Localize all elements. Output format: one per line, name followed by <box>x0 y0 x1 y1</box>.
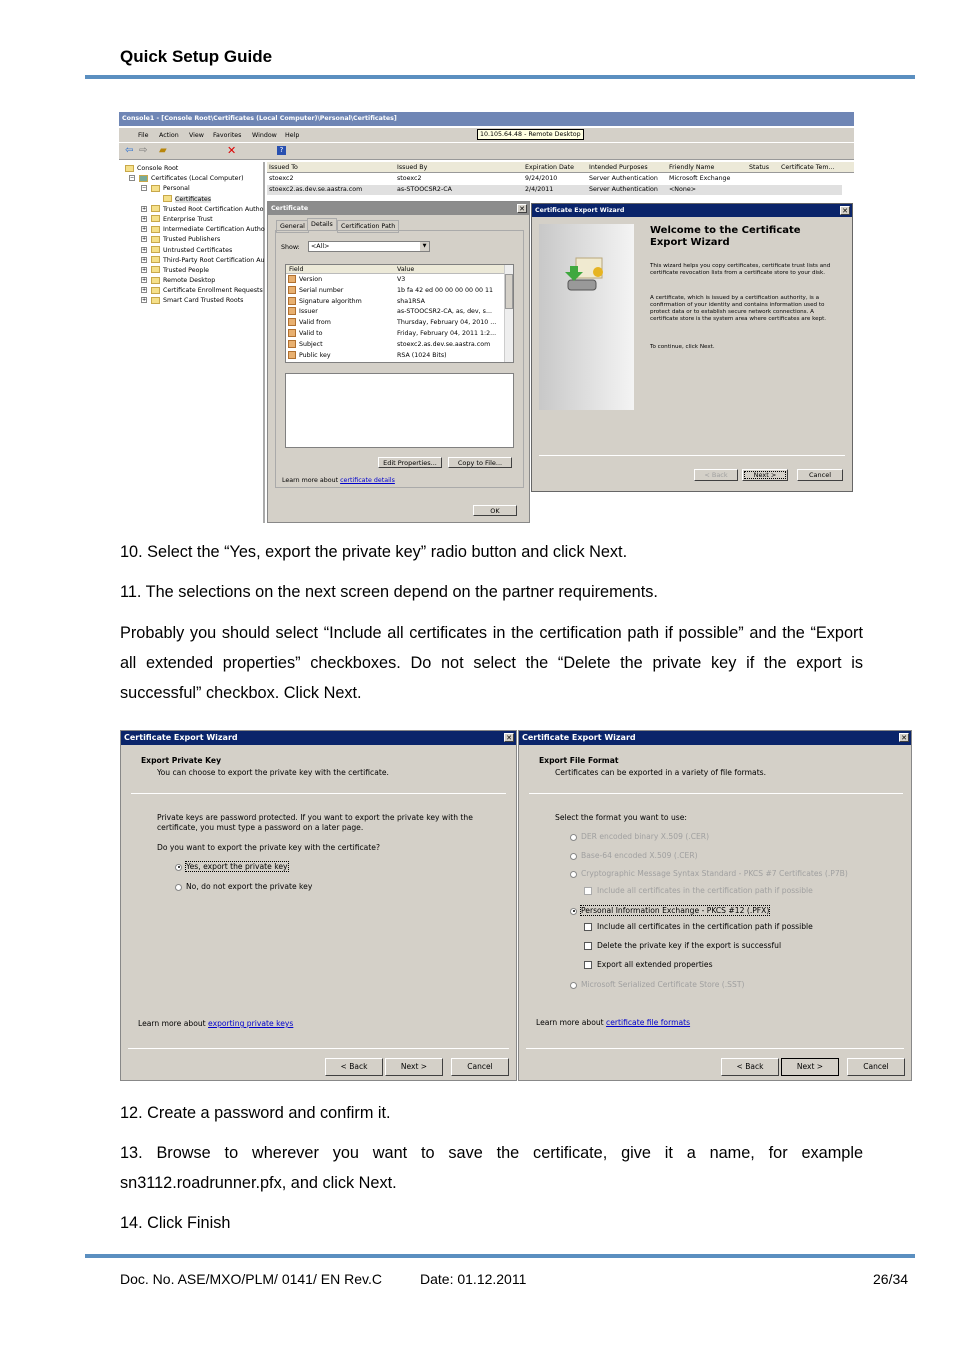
field-name: Subject <box>299 340 323 348</box>
show-select[interactable]: <All> ▼ <box>308 241 430 252</box>
mmc-console-screenshot <box>119 112 854 523</box>
next-button[interactable]: Next > <box>742 469 788 481</box>
field-row[interactable] <box>288 329 503 339</box>
certificate-dialog-title-bar: Certificate ✕ <box>268 202 529 215</box>
wizard-heading: Welcome to the Certificate Export Wizard <box>650 225 801 248</box>
format-prompt: Select the format you want to use: <box>555 813 687 822</box>
col-issued-to[interactable]: Issued To <box>269 164 298 171</box>
value-header[interactable]: Value <box>397 266 415 273</box>
wizard-title-bar: Certificate Export Wizard ✕ <box>532 204 852 217</box>
field-icon <box>288 286 296 294</box>
tab-details[interactable]: Details <box>307 218 337 230</box>
field-row[interactable] <box>288 275 503 285</box>
field-row[interactable] <box>288 351 503 361</box>
field-value: Friday, February 04, 2011 1:2... <box>397 330 497 337</box>
page-number: 26/34 <box>873 1271 909 1287</box>
tree-item[interactable]: + Third-Party Root Certification Au <box>142 256 265 264</box>
password-note: Private keys are password protected. If you want to export the private key with the certificate, you must type a password on a later page. <box>157 813 473 832</box>
field-value: Thursday, February 04, 2010 ... <box>397 319 497 327</box>
col-purposes[interactable]: Intended Purposes <box>589 164 648 171</box>
field-name: Version <box>299 276 323 283</box>
cert-row[interactable]: stoexc2 stoexc2 9/24/2010 Server Authentication Microsoft Exchange <box>269 175 731 182</box>
doc-number: Doc. No. ASE/MXO/PLM/ 0141/ EN Rev.C <box>120 1271 382 1287</box>
step-12: 12. Create a password and confirm it. <box>120 1104 391 1122</box>
col-expiration[interactable]: Expiration Date <box>525 164 575 171</box>
toolbar <box>119 143 854 160</box>
scrollbar[interactable] <box>504 265 513 362</box>
wizard-text-3: To continue, click Next. <box>650 344 715 350</box>
tab-general[interactable]: General <box>276 220 309 233</box>
tree-item[interactable]: + Remote Desktop <box>142 277 216 285</box>
cancel-button[interactable]: Cancel <box>797 469 843 481</box>
certificate-file-formats-link[interactable]: certificate file formats <box>606 1018 691 1027</box>
computer-icon <box>139 175 148 182</box>
page-heading: Export File Format <box>539 756 619 765</box>
list-header <box>267 162 854 173</box>
cert-row[interactable]: stoexc2.as.dev.se.aastra.com as-STOOCSR2-CA 2/4/2011 Server Authentication <None> <box>267 185 842 195</box>
field-value: stoexc2.as.dev.se.aastra.com <box>397 340 491 348</box>
wizard-side-banner <box>539 224 634 410</box>
export-private-key-dialog <box>120 730 517 1081</box>
doc-date: Date: 01.12.2011 <box>420 1271 527 1287</box>
col-status[interactable]: Status <box>749 164 770 171</box>
back-arrow-icon[interactable]: ⇦ <box>125 145 134 156</box>
pkcs7-radio[interactable]: Cryptographic Message Syntax Standard - PKCS #7 Certificates (.P7B) <box>570 869 848 878</box>
page-subheading: You can choose to export the private key with the certificate. <box>157 768 389 777</box>
field-row[interactable] <box>288 318 503 328</box>
export-file-format-dialog <box>518 730 912 1081</box>
page-heading: Export Private Key <box>141 756 222 765</box>
field-name: Signature algorithm <box>299 297 362 305</box>
step-13: 13. Browse to wherever you want to save the certificate, give it a name, for example sn3112.roadrunner.pfx, and click Next. <box>120 1144 863 1192</box>
field-icon <box>288 318 296 326</box>
base64-radio[interactable]: Base-64 encoded X.509 (.CER) <box>570 851 698 860</box>
tree-console-root[interactable]: Console Root <box>125 164 263 174</box>
next-button[interactable]: Next > <box>385 1058 443 1076</box>
tree-item[interactable]: + Trusted Publishers <box>142 236 221 244</box>
export-wizard-welcome <box>531 203 853 492</box>
learn-more-text: Learn more about exporting private keys <box>138 1019 294 1028</box>
tree-item[interactable]: + Untrusted Certificates <box>142 246 233 254</box>
field-value: as-STOOCSR2-CA, as, dev, s... <box>397 308 492 316</box>
radio-selected-icon <box>570 908 577 915</box>
wizard-text-2: A certificate, which is issued by a certification authority, is a confirmation of your identity and contains information used to protect data or to establish secure network connections. A certificate store is the system area where certificates are kept. <box>650 295 827 322</box>
field-icon <box>288 340 296 348</box>
instruction-paragraph: Probably you should select “Include all certificates in the certification path if possible” and the “Export all extended properties” checkboxes. Do not select the “Delete the private key if the export is successful” checkbox. Click Next. <box>120 624 863 702</box>
tree-item[interactable]: + Smart Card Trusted Roots <box>142 297 244 305</box>
chevron-down-icon[interactable]: ▼ <box>420 242 429 251</box>
field-icon <box>288 275 296 283</box>
field-value: RSA (1024 Bits) <box>397 351 447 359</box>
tab-certification-path[interactable]: Certification Path <box>337 220 399 233</box>
field-name: Public key <box>299 351 331 359</box>
certificate-export-icon <box>564 254 609 299</box>
wizard-title-bar: Certificate Export Wizard ✕ <box>519 731 911 745</box>
cancel-button[interactable]: Cancel <box>847 1058 905 1076</box>
back-button[interactable]: < Back <box>694 469 738 481</box>
delete-private-key-checkbox[interactable]: Delete the private key if the export is successful <box>584 941 781 950</box>
step-14: 14. Click Finish <box>120 1214 231 1232</box>
learn-more-text: Learn more about certificate file formats <box>536 1018 691 1027</box>
close-icon[interactable]: ✕ <box>517 204 527 213</box>
ok-button[interactable]: OK <box>473 505 517 516</box>
menu-view[interactable]: View <box>189 132 204 139</box>
delete-icon[interactable]: ✕ <box>227 144 237 157</box>
console-tree <box>119 162 265 523</box>
field-value: 1b fa 42 ed 00 00 00 00 00 11 <box>397 286 494 294</box>
menu-bar <box>119 128 854 142</box>
collapse-icon[interactable]: − <box>130 175 135 182</box>
field-name: Issuer <box>299 308 318 316</box>
certificate-dialog <box>267 201 530 523</box>
cancel-button[interactable]: Cancel <box>451 1058 509 1076</box>
footer-rule <box>85 1254 915 1258</box>
field-name: Valid to <box>299 330 323 337</box>
back-button[interactable]: < Back <box>721 1058 779 1076</box>
help-icon[interactable]: ? <box>277 146 286 155</box>
wizard-text-1: This wizard helps you copy certificates, certificate trust lists and certificate revocation lists from a certificate store to your disk. <box>650 263 831 276</box>
field-row[interactable] <box>288 307 503 317</box>
menu-file[interactable]: File <box>138 132 149 139</box>
tree-item[interactable]: + Trusted People <box>142 266 210 274</box>
export-question: Do you want to export the private key with the certificate? <box>157 843 380 852</box>
no-export-radio[interactable]: No, do not export the private key <box>175 882 312 891</box>
close-icon[interactable]: ✕ <box>504 733 514 742</box>
close-icon[interactable]: ✕ <box>840 206 850 215</box>
col-issued-by[interactable]: Issued By <box>397 164 428 171</box>
col-friendly-name[interactable]: Friendly Name <box>669 164 715 171</box>
field-icon <box>288 351 296 359</box>
value-detail-box[interactable] <box>285 373 514 448</box>
export-extended-properties-checkbox[interactable]: Export all extended properties <box>584 960 713 969</box>
folder-icon <box>151 185 160 192</box>
edit-properties-button[interactable]: Edit Properties... <box>378 457 442 468</box>
tree-item[interactable]: + Enterprise Trust <box>142 215 213 223</box>
radio-icon <box>175 884 182 891</box>
tree-certificates-local[interactable]: − Certificates (Local Computer) <box>130 175 244 183</box>
folder-icon <box>125 165 134 172</box>
step-10: 10. Select the “Yes, export the private key” radio button and click Next. <box>120 543 628 561</box>
tree-certificates[interactable]: Certificates <box>125 195 263 205</box>
p7b-include-checkbox[interactable]: Include all certificates in the certification path if possible <box>584 886 813 895</box>
wizard-title-bar: Certificate Export Wizard ✕ <box>121 731 516 745</box>
der-radio[interactable]: DER encoded binary X.509 (.CER) <box>570 832 709 841</box>
radio-selected-icon <box>175 864 182 871</box>
up-folder-icon[interactable]: ▰ <box>159 145 167 156</box>
field-name: Serial number <box>299 286 344 294</box>
field-value: sha1RSA <box>397 297 425 305</box>
field-icon <box>288 297 296 305</box>
forward-arrow-icon[interactable]: ⇨ <box>139 145 148 156</box>
tree-personal[interactable]: − Personal <box>142 185 190 193</box>
mmc-title: Console1 - [Console Root\Certificates (Local Computer)\Personal\Certificates] <box>122 115 397 122</box>
field-header[interactable]: Field <box>289 266 304 273</box>
field-icon <box>288 307 296 315</box>
field-icon <box>288 329 296 337</box>
menu-help[interactable]: Help <box>285 132 300 139</box>
yes-export-radio[interactable]: Yes, export the private key <box>175 862 288 871</box>
folder-icon <box>163 195 172 202</box>
field-row[interactable] <box>288 340 503 350</box>
certificate-details-link[interactable]: certificate details <box>340 477 395 484</box>
tree-item[interactable]: + Certificate Enrollment Requests <box>142 287 263 295</box>
menu-action[interactable]: Action <box>159 132 179 139</box>
menu-favorites[interactable]: Favorites <box>213 132 242 139</box>
field-value: V3 <box>397 276 406 283</box>
remote-desktop-label: 10.105.64.48 - Remote Desktop <box>477 129 584 140</box>
page-subheading: Certificates can be exported in a variety of file formats. <box>555 768 767 777</box>
step-11: 11. The selections on the next screen depend on the partner requirements. <box>120 583 658 601</box>
page-header-title: Quick Setup Guide <box>120 47 273 66</box>
menu-window[interactable]: Window <box>252 132 277 139</box>
learn-more-text: Learn more about certificate details <box>282 477 395 484</box>
tree-item[interactable]: + Intermediate Certification Autho <box>142 226 265 234</box>
mmc-title-bar <box>119 112 854 126</box>
field-name: Valid from <box>299 319 331 327</box>
next-button[interactable]: Next > <box>781 1058 839 1076</box>
field-row[interactable] <box>288 286 503 296</box>
sst-radio[interactable]: Microsoft Serialized Certificate Store (.SST) <box>570 980 744 989</box>
close-icon[interactable]: ✕ <box>899 733 909 742</box>
col-template[interactable]: Certificate Tem... <box>781 164 835 171</box>
tree-item[interactable]: + Trusted Root Certification Autho <box>142 205 264 213</box>
field-list <box>285 264 514 363</box>
back-button[interactable]: < Back <box>325 1058 383 1076</box>
include-all-certs-checkbox[interactable]: Include all certificates in the certification path if possible <box>584 922 813 931</box>
field-row[interactable] <box>288 297 503 307</box>
exporting-private-keys-link[interactable]: exporting private keys <box>208 1019 294 1028</box>
header-rule <box>85 75 915 79</box>
show-label: Show: <box>281 244 300 251</box>
copy-to-file-button[interactable]: Copy to File... <box>448 457 512 468</box>
collapse-icon[interactable]: − <box>142 185 147 192</box>
pfx-radio[interactable]: Personal Information Exchange - PKCS #12 (.PFX) <box>570 906 769 915</box>
